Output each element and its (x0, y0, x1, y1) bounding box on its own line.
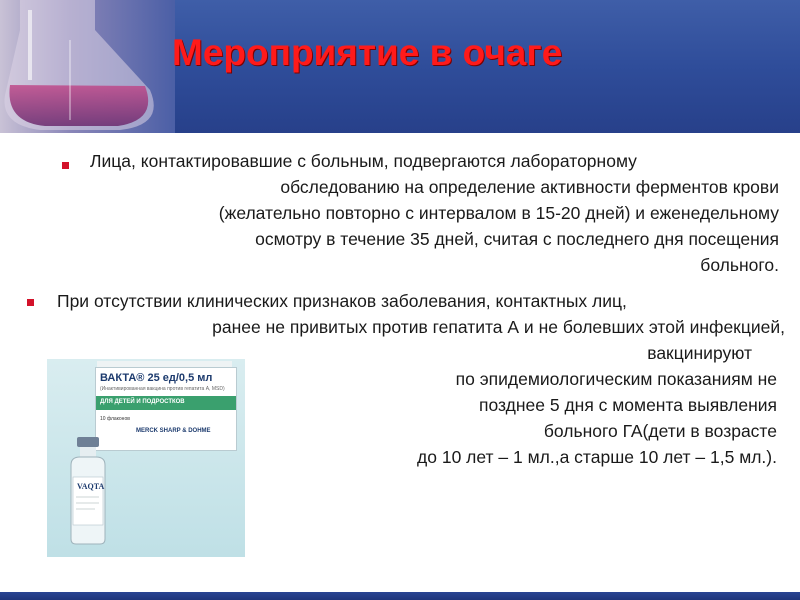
text-line: до 10 лет – 1 мл.,а старше 10 лет – 1,5 мл.). (417, 447, 777, 467)
slide-header (0, 0, 800, 133)
box-subtitle: (Инактивированная вакцина против гепатита А, MSD) (100, 386, 225, 392)
text-line: Лица, контактировавшие с больным, подвергаются лабораторному (90, 151, 637, 171)
text-line: больного. (700, 255, 779, 275)
bullet-marker (27, 299, 34, 306)
vaccine-product-image (47, 359, 245, 557)
box-band-text: ДЛЯ ДЕТЕЙ И ПОДРОСТКОВ (100, 399, 185, 405)
vial-icon (65, 437, 111, 545)
text-line: ранее не привитых против гепатита А и не болевших этой инфекцией, (212, 317, 785, 337)
vial-label: VAQTA (77, 482, 105, 491)
bullet-marker (62, 162, 69, 169)
text-line: обследованию на определение активности ферментов крови (280, 177, 779, 197)
text-line: При отсутствии клинических признаков заболевания, контактных лиц, (57, 291, 627, 311)
box-count: 10 флаконов (100, 416, 130, 422)
text-line: по эпидемиологическим показаниям не (455, 369, 777, 389)
text-line: больного ГА(дети в возрасте (543, 421, 777, 441)
box-manufacturer: MERCK SHARP & DOHME (136, 428, 211, 434)
bullet-paragraph-1 (70, 148, 779, 278)
slide-title: Мероприятие в очаге (172, 32, 563, 73)
vaccine-box (95, 367, 237, 451)
slide-footer (0, 592, 800, 600)
text-line: позднее 5 дня с момента выявления (479, 395, 777, 415)
flask-image (0, 0, 175, 133)
text-line: осмотру в течение 35 дней, считая с последнего дня посещения (255, 229, 779, 249)
box-brand: ВАКТА® 25 ед/0,5 мл (100, 372, 213, 384)
text-line: (желательно повторно с интервалом в 15-20 дней) и еженедельному (218, 203, 779, 223)
text-line: вакцинируют (647, 343, 752, 363)
